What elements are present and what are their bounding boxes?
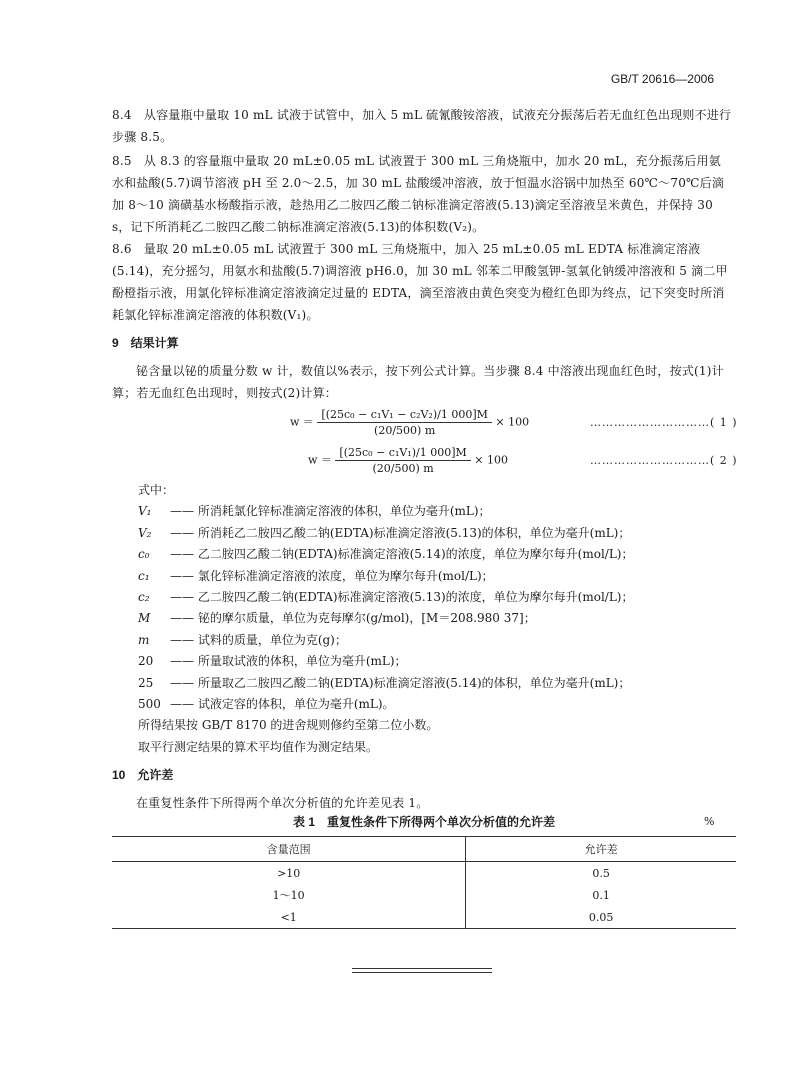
formula-1-denominator: (20/500) m: [374, 424, 436, 437]
definition-row: [138, 608, 738, 629]
definition-text: —— 铋的摩尔质量，单位为克每摩尔(g/mol)，[M＝208.980 37]；: [170, 611, 536, 626]
section-10-text: 在重复性条件下所得两个单次分析值的允许差见表 1。: [136, 796, 429, 810]
formula-2-numerator: [(25c₀ − c₁V₁)/1 000]M: [335, 446, 470, 461]
note-rounding: 所得结果按 GB/T 8170 的进舍规则修约至第二位小数。: [138, 718, 439, 733]
table-row: [112, 906, 736, 929]
cell-tolerance: 0.5: [592, 866, 610, 880]
formula-2: [308, 446, 508, 475]
cell-tolerance: 0.05: [466, 906, 736, 929]
table-row: [112, 884, 736, 906]
cell-range: 1～10: [112, 884, 466, 906]
definition-row: [138, 587, 738, 608]
definition-row: [138, 651, 738, 672]
end-rule-second: [352, 972, 492, 973]
header-tolerance: 允许差: [466, 837, 736, 862]
section-8-4: [112, 104, 732, 148]
definition-row: [138, 501, 738, 522]
formula-1-lhs: w ＝: [290, 415, 314, 429]
definition-symbol: c₀: [138, 547, 150, 562]
formula-1-tail: × 100: [495, 415, 530, 429]
definition-text: —— 乙二胺四乙酸二钠(EDTA)标准滴定溶液(5.13)的浓度，单位为摩尔每升(mol/L)；: [170, 590, 634, 605]
definition-row: [138, 673, 738, 694]
definition-row: [138, 694, 738, 715]
cell-range: <1: [112, 906, 466, 929]
section-8-5-text: 8.5 从 8.3 的容量瓶中量取 20 mL±0.05 mL 试液置于 300 mL 三角烧瓶中，加水 20 mL，充分振荡后用氨水和盐酸(5.7)调节溶液 pH 至 2.0～2.5，加 30 mL 盐酸缓冲溶液，放于恒温水浴锅中加热至 60℃～70℃后滴加 8～10 滴磺基水杨酸指示液，趁热用乙二胺四乙酸二钠标准滴定溶液(5.13)滴定至溶液呈米黄色，并保持 30 s，记下所消耗乙二胺四乙酸二钠标准滴定溶液(5.13)的体积数(V₂)。: [112, 154, 725, 234]
table-row: [112, 862, 736, 885]
section-8-6-text: 8.6 量取 20 mL±0.05 mL 试液置于 300 mL 三角烧瓶中，加入 25 mL±0.05 mL EDTA 标准滴定溶液(5.14)，充分摇匀，用氨水和盐酸(5.7)调溶液 pH6.0，加 30 mL 邻苯二甲酸氢钾-氢氧化钠缓冲溶液和 5 滴二甲酚橙指示液，用氯化锌标准滴定溶液滴定过量的 EDTA，滴至溶液由黄色突变为橙红色即为终点，记下突变时所消耗氯化锌标准滴定溶液的体积数(V₁)。: [112, 242, 728, 322]
definition-text: —— 所消耗乙二胺四乙酸二钠(EDTA)标准滴定溶液(5.13)的体积，单位为毫升(mL)；: [170, 525, 631, 540]
definition-symbol: c₂: [138, 590, 150, 605]
formula-1: [290, 408, 529, 437]
definition-row: [138, 566, 738, 587]
formula-2-denominator: (20/500) m: [372, 462, 434, 475]
definition-symbol: 20: [138, 654, 154, 669]
definition-text: —— 所量取乙二胺四乙酸二钠(EDTA)标准滴定溶液(5.14)的体积，单位为毫升(mL)；: [170, 675, 631, 690]
cell-tolerance: 0.1: [592, 888, 610, 902]
note-average: 取平行测定结果的算术平均值作为测定结果。: [138, 739, 379, 754]
definition-text: —— 试液定容的体积，单位为毫升(mL)。: [170, 697, 395, 712]
definition-symbol: 500: [138, 697, 161, 712]
definition-symbol: M: [138, 611, 151, 626]
section-9-heading: 9 结果计算: [112, 336, 179, 350]
definition-symbol: c₁: [138, 568, 150, 583]
section-10-heading: 10 允许差: [112, 768, 174, 782]
formula-2-lhs: w ＝: [308, 453, 332, 467]
standard-number: GB/T 20616—2006: [610, 72, 714, 86]
definition-text: —— 乙二胺四乙酸二钠(EDTA)标准滴定溶液(5.14)的浓度，单位为摩尔每升(mol/L)；: [170, 547, 634, 562]
formula-2-tail: × 100: [474, 453, 508, 467]
section-10-intro: [112, 792, 732, 814]
definition-symbol: V₁: [138, 504, 152, 519]
formula-1-number: …………………………( 1 ): [590, 416, 738, 429]
definition-symbol: V₂: [138, 525, 152, 540]
table-caption: 表 1 重复性条件下所得两个单次分析值的允许差: [292, 815, 555, 829]
definition-symbol: m: [138, 632, 150, 647]
definition-text: —— 氯化锌标准滴定溶液的浓度，单位为摩尔每升(mol/L)；: [170, 568, 494, 583]
definition-symbol: 25: [138, 675, 154, 690]
where-label: 式中：: [138, 483, 175, 497]
definitions: [138, 480, 738, 758]
header-content-range: 含量范围: [112, 837, 466, 862]
definition-row: [138, 544, 738, 565]
section-9-intro: [112, 360, 732, 404]
formula-1-numerator: [(25c₀ − c₁V₁ − c₂V₂)/1 000]M: [317, 408, 491, 423]
section-8-5: [112, 150, 732, 238]
table-header-row: [112, 837, 736, 862]
section-8-4-text: 8.4 从容量瓶中量取 10 mL 试液于试管中，加入 5 mL 硫氰酸铵溶液，试液充分振荡后若无血红色出现则不进行步骤 8.5。: [112, 108, 732, 144]
tolerance-table: [112, 836, 736, 929]
formula-2-number: …………………………( 2 ): [590, 454, 738, 467]
section-8-6: [112, 238, 732, 326]
table-unit: %: [704, 815, 715, 828]
section-9-text: 铋含量以铋的质量分数 w 计，数值以%表示，按下列公式计算。当步骤 8.4 中溶液出现血红色时，按式(1)计算；若无血红色出现时，则按式(2)计算：: [112, 364, 724, 400]
cell-range: >10: [112, 862, 466, 885]
end-rule: [352, 968, 492, 969]
definition-row: [138, 523, 738, 544]
definition-row: [138, 630, 738, 651]
definition-text: —— 试料的质量，单位为克(g)；: [170, 632, 347, 647]
definition-text: —— 所消耗氯化锌标准滴定溶液的体积，单位为毫升(mL)；: [170, 504, 491, 519]
formula-2-fraction: [335, 446, 470, 475]
definition-text: —— 所量取试液的体积，单位为毫升(mL)；: [170, 654, 407, 669]
formula-1-fraction: [317, 408, 491, 437]
